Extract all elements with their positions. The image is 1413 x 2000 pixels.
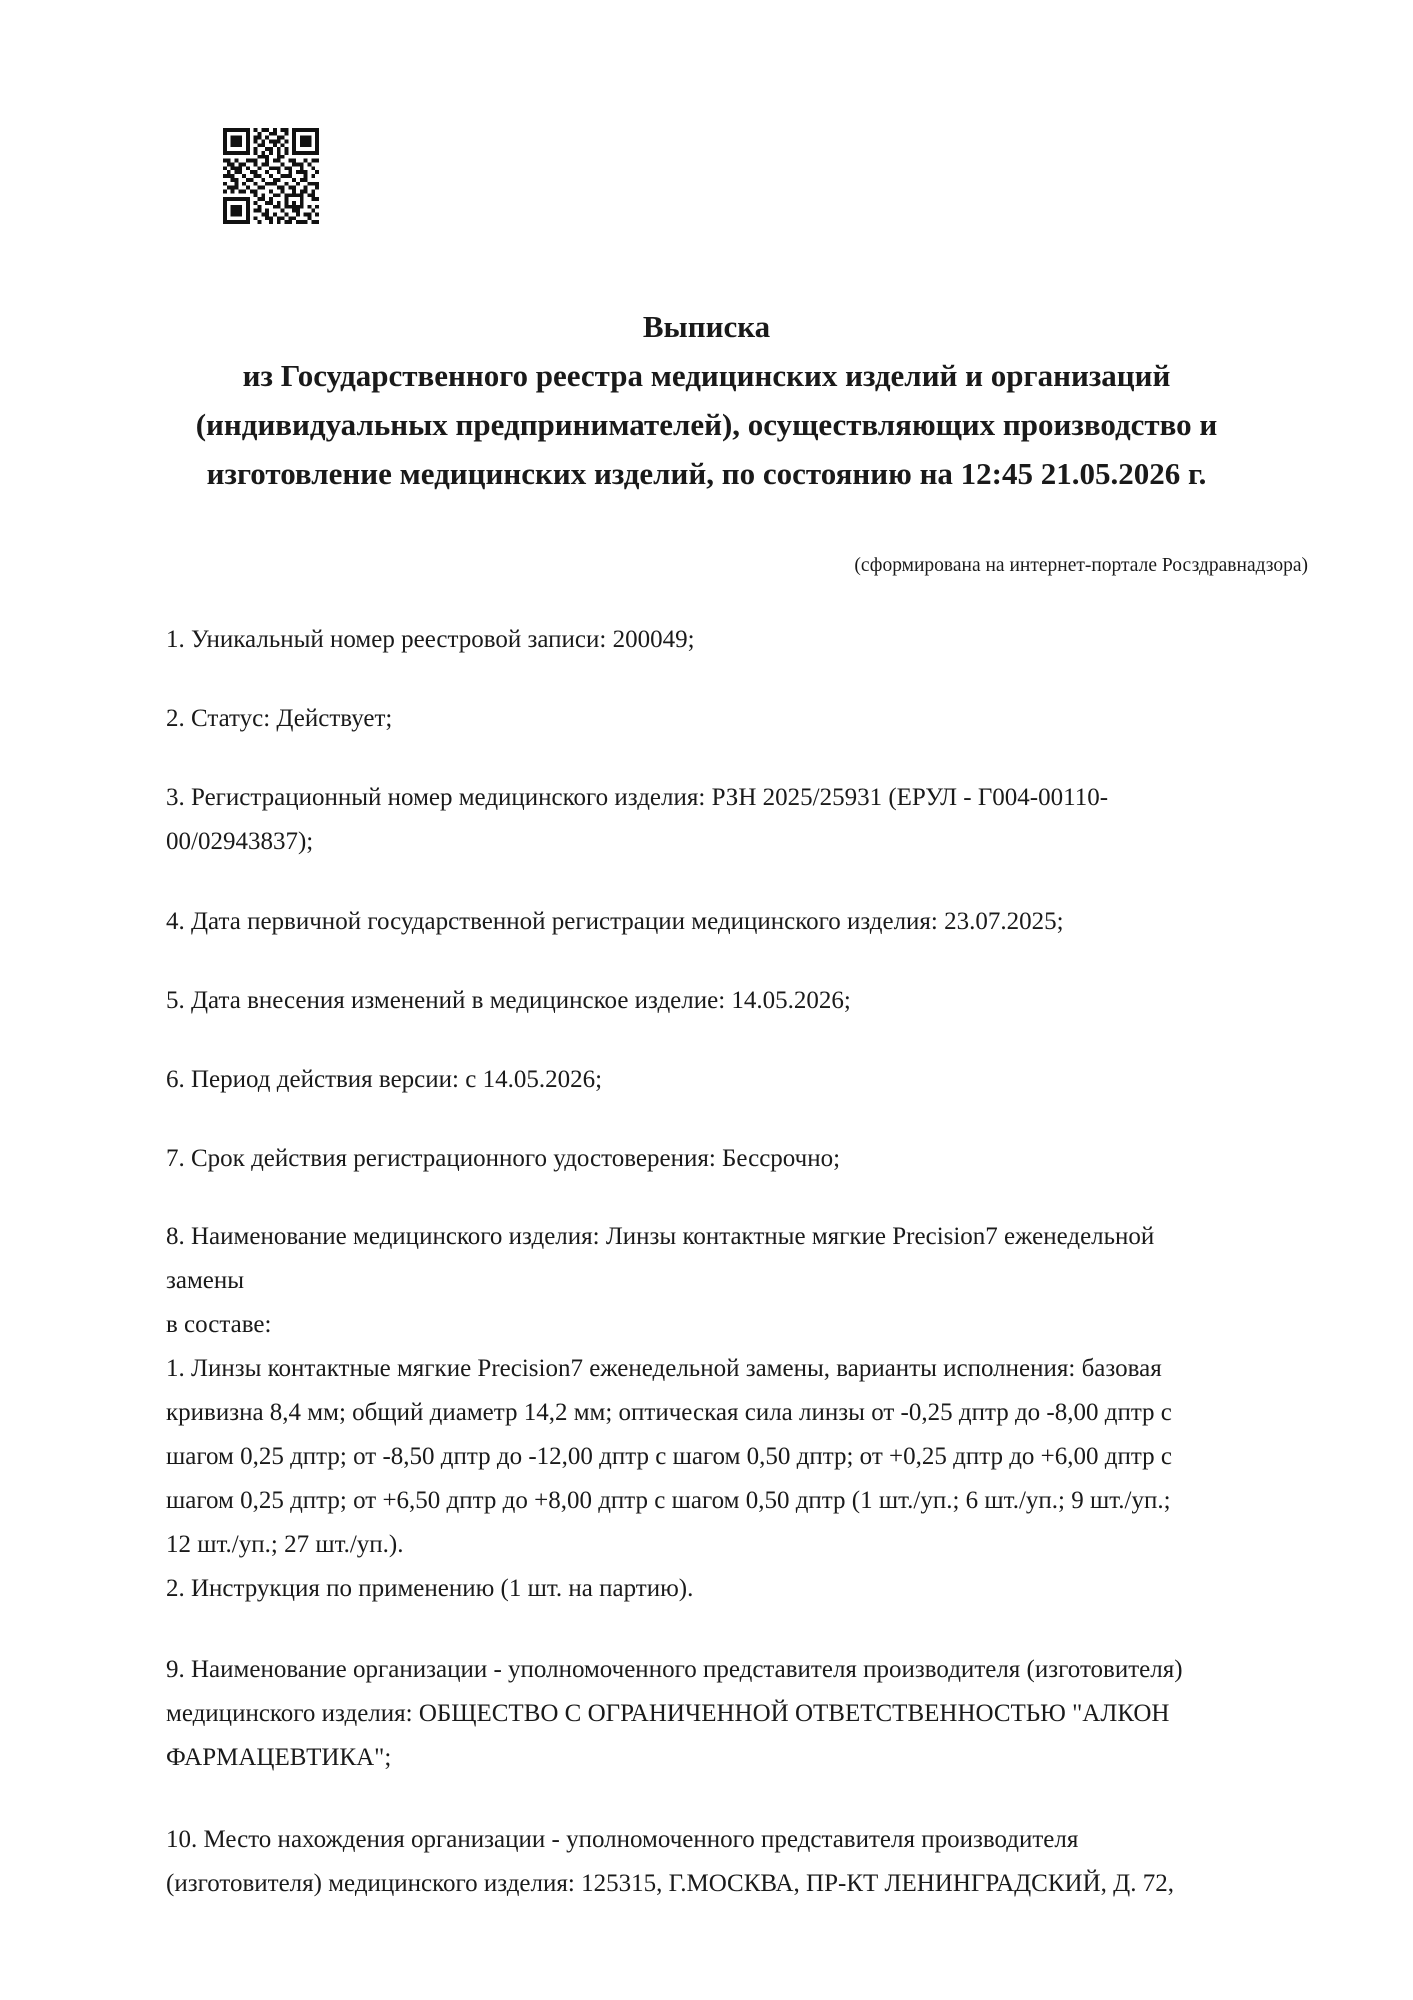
- item-8-line-7: шагом 0,25 дптр; от +6,50 дптр до +8,00 дптр с шагом 0,50 дптр (1 шт./уп.; 6 шт./уп.; 9 шт./уп.;: [166, 1487, 1171, 1514]
- item-6-version-period: [166, 1058, 1316, 1102]
- item-4-text: 4. Дата первичной государственной регистрации медицинского изделия: 23.07.2025;: [166, 908, 1064, 935]
- title-line-1: Выписка: [642, 309, 771, 344]
- item-8-line-5: кривизна 8,4 мм; общий диаметр 14,2 мм; оптическая сила линзы от -0,25 дптр до -8,00 дптр с: [166, 1399, 1172, 1426]
- item-2-status: [166, 697, 1316, 741]
- item-8-line-1: 8. Наименование медицинского изделия: Линзы контактные мягкие Precision7 еженедельной: [166, 1223, 1155, 1250]
- item-1-unique-number: [166, 618, 1316, 662]
- item-8-line-9: 2. Инструкция по применению (1 шт. на партию).: [166, 1575, 694, 1602]
- item-6-text: 6. Период действия версии: с 14.05.2026;: [166, 1066, 603, 1093]
- item-8-line-8: 12 шт./уп.; 27 шт./уп.).: [166, 1531, 404, 1558]
- item-1-text: 1. Уникальный номер реестровой записи: 200049;: [166, 626, 695, 653]
- item-9-line-1: 9. Наименование организации - уполномоченного представителя производителя (изготовителя): [166, 1656, 1183, 1683]
- item-9-representative-name: [166, 1648, 1316, 1780]
- item-7-certificate-validity: [166, 1137, 1316, 1181]
- item-3-line-2: 00/02943837);: [166, 828, 314, 855]
- item-5-text: 5. Дата внесения изменений в медицинское изделие: 14.05.2026;: [166, 987, 851, 1014]
- item-8-line-6: шагом 0,25 дптр; от -8,50 дптр до -12,00 дптр с шагом 0,50 дптр; от +0,25 дптр до +6,00 дптр с: [166, 1443, 1172, 1470]
- item-3-line-1: 3. Регистрационный номер медицинского изделия: РЗН 2025/25931 (ЕРУЛ - Г004-00110-: [166, 784, 1109, 811]
- item-2-text: 2. Статус: Действует;: [166, 705, 393, 732]
- title-line-3: (индивидуальных предпринимателей), осуществляющих производство и: [195, 407, 1218, 442]
- qr-code-image: [223, 128, 319, 224]
- item-10-line-1: 10. Место нахождения организации - уполномоченного представителя производителя: [166, 1826, 1079, 1853]
- item-9-line-2: медицинского изделия: ОБЩЕСТВО С ОГРАНИЧЕННОЙ ОТВЕТСТВЕННОСТЬЮ "АЛКОН: [166, 1700, 1170, 1727]
- item-7-text: 7. Срок действия регистрационного удостоверения: Бессрочно;: [166, 1145, 841, 1172]
- item-4-initial-registration-date: [166, 900, 1316, 944]
- item-8-line-4: 1. Линзы контактные мягкие Precision7 еженедельной замены, варианты исполнения: базовая: [166, 1355, 1162, 1382]
- item-8-device-name: [166, 1215, 1316, 1611]
- item-9-line-3: ФАРМАЦЕВТИКА";: [166, 1744, 392, 1771]
- item-5-change-date: [166, 979, 1316, 1023]
- item-8-line-3: в составе:: [166, 1311, 272, 1338]
- title-line-2: из Государственного реестра медицинских изделий и организаций: [242, 358, 1171, 393]
- title-line-4: изготовление медицинских изделий, по состоянию на 12:45 21.05.2026 г.: [206, 456, 1207, 491]
- item-3-registration-number: [166, 776, 1316, 864]
- portal-note: (сформирована на интернет-портале Росздравнадзора): [854, 555, 1308, 576]
- document-title: [150, 302, 1263, 498]
- item-10-representative-address: [166, 1818, 1316, 1906]
- item-10-line-2: (изготовителя) медицинского изделия: 125315, Г.МОСКВА, ПР-КТ ЛЕНИНГРАДСКИЙ, Д. 72,: [166, 1870, 1174, 1897]
- item-8-line-2: замены: [166, 1267, 245, 1294]
